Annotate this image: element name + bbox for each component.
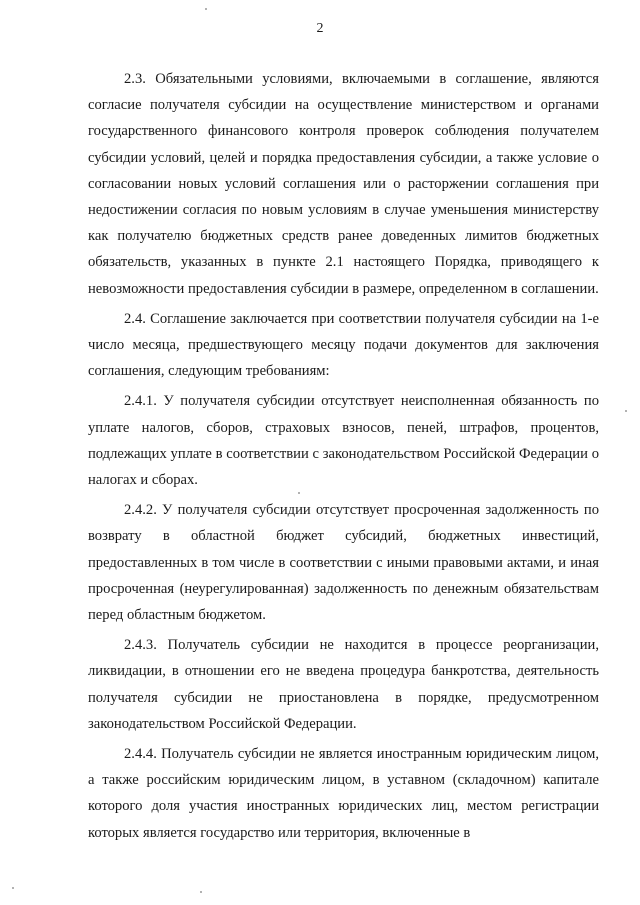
scan-speck [12, 887, 14, 889]
page-number: 2 [316, 21, 324, 36]
document-body [88, 66, 599, 850]
paragraph-2-4: 2.4. Соглашение заключается при соответствии получателя субсидии на 1-е число месяца, предшествующего месяцу подачи документов для заключения соглашения, следующим требованиям: [88, 310, 599, 380]
scan-speck [298, 492, 300, 494]
scan-speck [200, 891, 202, 893]
paragraph-2-4-1: 2.4.1. У получателя субсидии отсутствует неисполненная обязанность по уплате налогов, сборов, страховых взносов, пеней, штрафов, процентов, подлежащих уплате в соответствии с законодательством Российской Федерации о налогах и сборах. [88, 393, 599, 489]
scan-speck [205, 8, 207, 10]
paragraph-2-4-2: 2.4.2. У получателя субсидии отсутствует просроченная задолженность по возврату в областной бюджет субсидий, бюджетных инвестиций, предоставленных в том числе в соответствии с иными правовыми актами, и иная просроченная (неурегулированная) задолженность по денежным обязательствам перед областным бюджетом. [88, 502, 599, 624]
paragraph-2-4-3: 2.4.3. Получатель субсидии не находится в процессе реорганизации, ликвидации, в отношении его не введена процедура банкротства, деятельность получателя субсидии не приостановлена в порядке, предусмотренном законодательством Российской Федерации. [88, 637, 599, 732]
paragraph-2-4-4: 2.4.4. Получатель субсидии не является иностранным юридическим лицом, а также российским юридическим лицом, в уставном (складочном) капитале которого доля участия иностранных юридических лиц, местом регистрации которых является государство или территория, включенные в [88, 746, 599, 841]
scan-speck [625, 410, 627, 412]
paragraph-2-3: 2.3. Обязательными условиями, включаемыми в соглашение, являются согласие получателя субсидии на осуществление министерством и органами государственного финансового контроля проверок соблюдения получателем субсидии условий, целей и порядка предоставления субсидии, а также условие о согласовании новых условий соглашения или о расторжении соглашения при недостижении согласия по новым условиям в случае уменьшения министерству как получателю бюджетных средств ранее доведенных лимитов бюджетных обязательств, указанных в пункте 2.1 настоящего Порядка, приводящего к невозможности предоставления субсидии в размере, определенном в соглашении. [88, 71, 599, 297]
